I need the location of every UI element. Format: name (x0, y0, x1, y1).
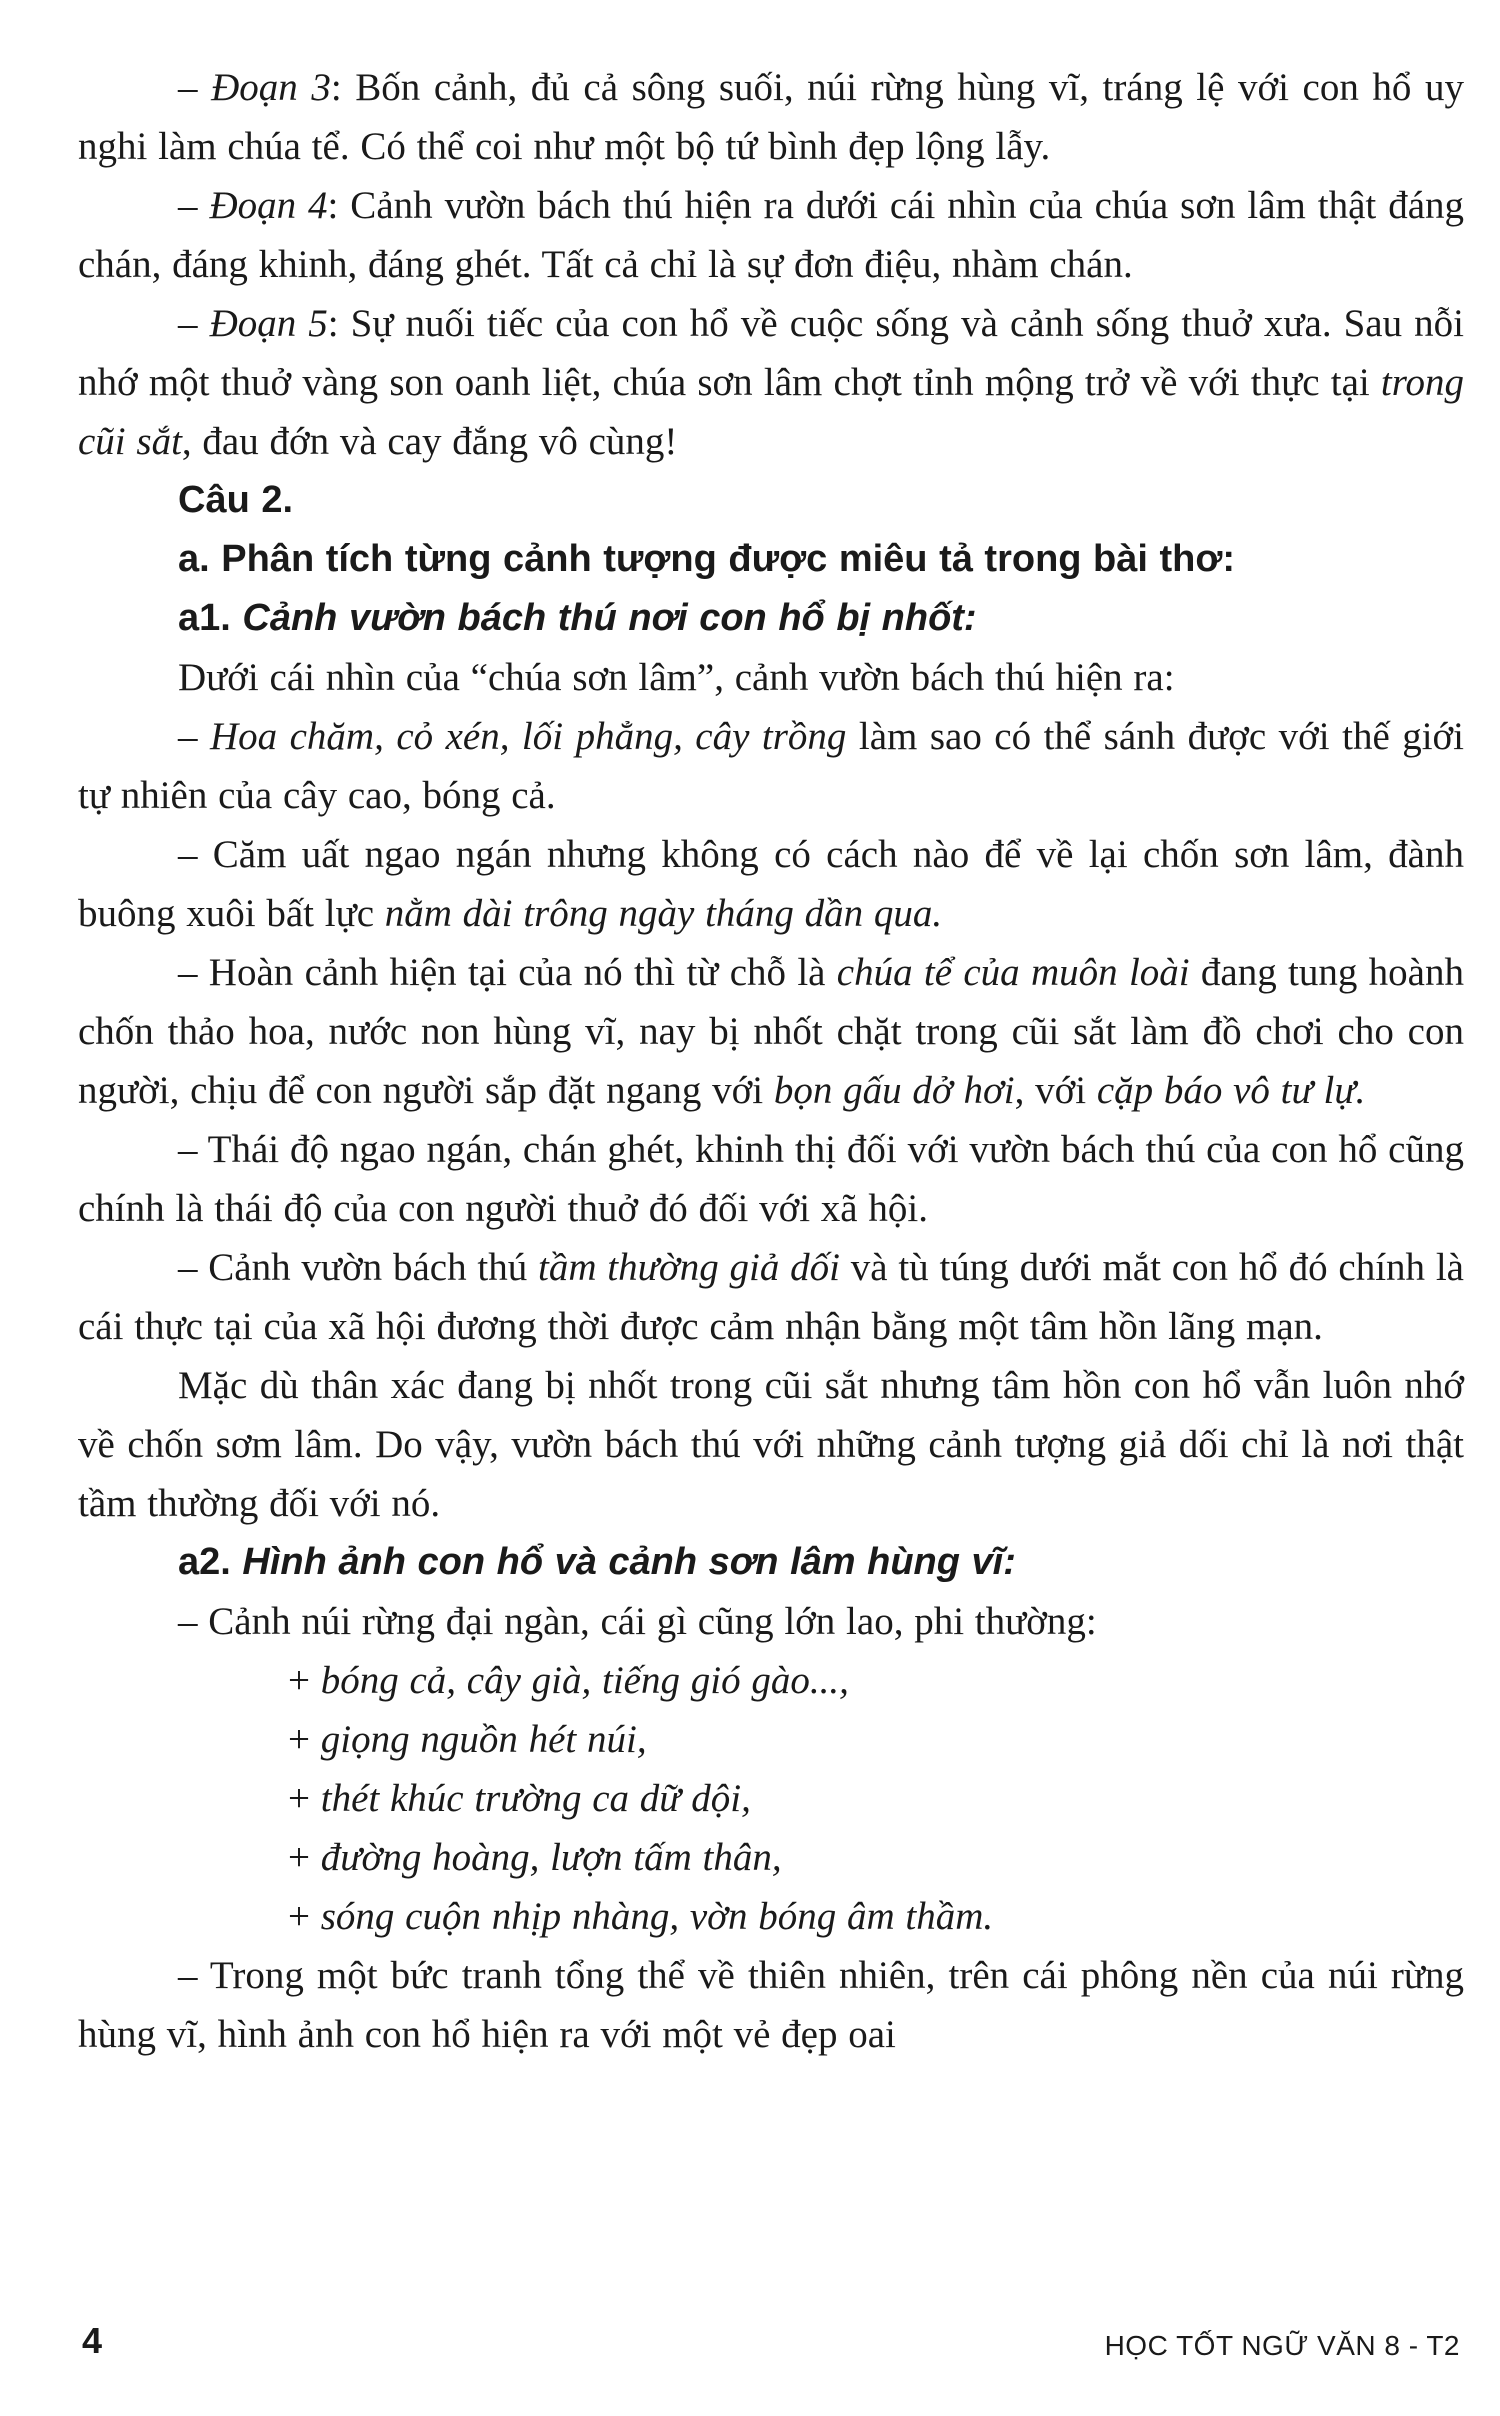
paragraph-canh-nui-rung: – Cảnh núi rừng đại ngàn, cái gì cũng lớn lao, phi thường: (178, 1600, 1097, 1643)
text: – (178, 66, 212, 109)
text: – (178, 715, 210, 758)
text: – (178, 184, 210, 227)
text: và tù túng dưới mắt con hổ đó chính là cái thực tại của xã hội đương thời được cảm nhận bằng một tâm hồn lãng mạn. (78, 1246, 1464, 1348)
bullet: + (288, 1659, 321, 1702)
list-item (78, 1651, 1464, 1710)
italic-text: Đoạn 4 (209, 184, 328, 227)
italic-text: thét khúc trường ca dữ dội, (320, 1777, 751, 1820)
italic-text: sóng cuộn nhịp nhàng, vờn bóng âm thầm. (320, 1895, 994, 1938)
paragraph-doan-4 (78, 176, 1464, 294)
italic-text: Đoạn 3 (211, 66, 331, 109)
italic-text: giọng nguồn hét núi, (320, 1718, 647, 1761)
heading-number: a1. (178, 597, 243, 639)
italic-text: tầm thường giả dối (537, 1246, 840, 1289)
page-number: 4 (82, 2320, 103, 2361)
italic-text: chúa tể của muôn loài (836, 951, 1190, 994)
text: – Căm uất ngao ngán nhưng không có cách nào để về lại chốn sơn lâm, đành buông xuôi bất lực (78, 833, 1464, 935)
paragraph-canh-vuon (78, 1238, 1464, 1356)
bullet: + (288, 1718, 321, 1761)
italic-text: Hoa chăm, cỏ xén, lối phẳng, cây trồng (209, 715, 847, 758)
bullet: + (288, 1895, 321, 1938)
paragraph-hoa-cham (78, 707, 1464, 825)
italic-text: cặp báo vô tư lự. (1096, 1069, 1366, 1112)
text: , với (1014, 1069, 1097, 1112)
list-item (78, 1887, 1464, 1946)
text: đang tung hoành chốn thảo hoa, nước non hùng vĩ, nay bị nhốt chặt trong cũi sắt làm đồ chơi cho con người, chịu để con người sắp đặt ngang với (78, 951, 1464, 1112)
heading-title: Cảnh vườn bách thú nơi con hổ bị nhốt: (242, 597, 977, 639)
italic-text: bọn gấu dở hơi (773, 1069, 1015, 1112)
text: : Bốn cảnh, đủ cả sông suối, núi rừng hùng vĩ, tráng lệ với con hổ uy nghi làm chúa tể. Có thể coi như một bộ tứ bình đẹp lộng lẫy. (78, 66, 1465, 168)
paragraph-doan-3 (78, 58, 1464, 176)
paragraph-thai-do: – Thái độ ngao ngán, chán ghét, khinh thị đối với vườn bách thú của con hổ cũng chính là thái độ của con người thuở đó đối với xã hội. (78, 1128, 1464, 1230)
text: , đau đớn và cay đắng vô cùng! (181, 420, 678, 463)
italic-text: Đoạn 5 (209, 302, 328, 345)
bullet: + (288, 1836, 321, 1879)
text: – Hoàn cảnh hiện tại của nó thì từ chỗ là (178, 951, 837, 994)
text: : Sự nuối tiếc của con hổ về cuộc sống và cảnh sống thuở xưa. Sau nỗi nhớ một thuở vàng son oanh liệt, chúa sơn lâm chợt tỉnh mộng trở về với thực tại (78, 302, 1464, 404)
paragraph-cam-uat (78, 825, 1464, 943)
list-item (78, 1769, 1464, 1828)
text: : Cảnh vườn bách thú hiện ra dưới cái nhìn của chúa sơn lâm thật đáng chán, đáng khinh, đáng ghét. Tất cả chỉ là sự đơn điệu, nhàm chán. (78, 184, 1465, 286)
heading-cau-2: Câu 2. (178, 479, 294, 521)
bullet: + (288, 1777, 321, 1820)
paragraph-mac-du: Mặc dù thân xác đang bị nhốt trong cũi sắt nhưng tâm hồn con hổ vẫn luôn nhớ về chốn sơm lâm. Do vậy, vườn bách thú với những cảnh tượng giả dối chỉ là nơi thật tầm thường đối với nó. (78, 1364, 1464, 1525)
heading-section-a: a. Phân tích từng cảnh tượng được miêu tả trong bài thơ: (178, 538, 1236, 580)
text: làm sao có thể sánh được với thế giới tự nhiên của cây cao, bóng cả. (78, 715, 1465, 817)
paragraph-doan-5 (78, 294, 1464, 471)
paragraph-intro-a1: Dưới cái nhìn của “chúa sơn lâm”, cảnh vườn bách thú hiện ra: (178, 656, 1175, 699)
page-body (78, 58, 1464, 2064)
heading-title: Hình ảnh con hổ và cảnh sơn lâm hùng vĩ: (242, 1541, 1016, 1583)
paragraph-trong-mot-buc-tranh: – Trong một bức tranh tổng thể về thiên nhiên, trên cái phông nền của núi rừng hùng vĩ, hình ảnh con hổ hiện ra với một vẻ đẹp oai (78, 1954, 1464, 2056)
list-item (78, 1710, 1464, 1769)
italic-text: đường hoàng, lượn tấm thân, (320, 1836, 782, 1879)
italic-text: bóng cả, cây già, tiếng gió gào..., (320, 1659, 849, 1702)
paragraph-hoan-canh (78, 943, 1464, 1120)
text: – Cảnh vườn bách thú (178, 1246, 538, 1289)
text: – (178, 302, 210, 345)
heading-section-a1 (78, 589, 1464, 648)
running-footer-title: HỌC TỐT NGỮ VĂN 8 - T2 (1104, 2330, 1460, 2361)
heading-section-a2 (78, 1533, 1464, 1592)
italic-text: trong cũi sắt (78, 361, 1464, 463)
list-item (78, 1828, 1464, 1887)
italic-text: nằm dài trông ngày tháng dần qua. (384, 892, 943, 935)
heading-number: a2. (178, 1541, 243, 1583)
